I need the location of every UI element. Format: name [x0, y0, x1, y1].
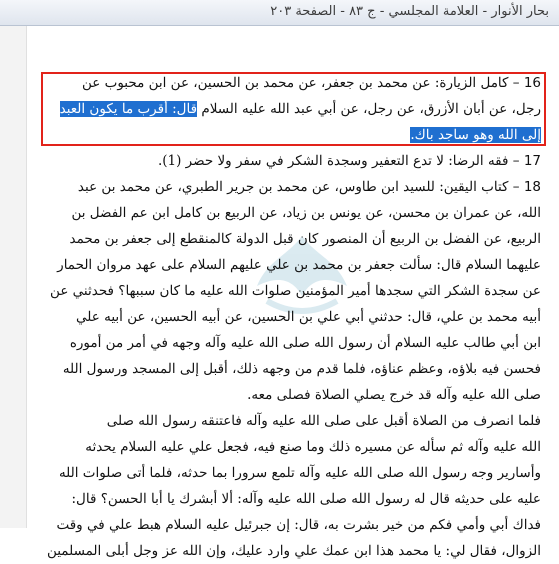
paragraph-number: 17	[523, 153, 541, 169]
header-bar	[0, 0, 559, 26]
paragraph-line: أبيه محمد بن علي، قال: حدثني أبي علي بن الحسين، عن أبيه الحسين، عن أبيه علي	[76, 309, 541, 325]
selected-text[interactable]: إلى الله وهو ساجد باك.	[410, 127, 541, 143]
paragraph-line: – فقه الرضا: لا تدع التعفير وسجدة الشكر في سفر ولا حضر (1).	[157, 153, 520, 169]
paragraph-line: عليه على حديثه قال له رسول الله صلى الله عليه وآله: ألا أبشرك يا أبا الحسن؟ قال:	[71, 491, 541, 507]
paragraph-line: الله، عن عمران بن محسن، عن يونس بن زياد، عن الربيع بن كامل ابن عم الفضل بن	[71, 205, 541, 221]
paragraph-line: فداك أبي وأمي فكم من خير بشرت به، قال: إن جبرئيل عليه السلام هبط علي في وقت	[56, 517, 541, 533]
paragraph-16	[41, 70, 541, 148]
book-title: بحار الأنوار - العلامة المجلسي - ج ٨٣ - الصفحة ٢٠٣	[270, 4, 549, 19]
paragraph-number: 18	[523, 179, 541, 195]
paragraph-number: 16	[523, 75, 541, 91]
selected-text[interactable]: قال: أقرب ما يكون العبد	[59, 101, 198, 117]
paragraph-line: وأسارير وجه رسول الله صلى الله عليه وآله تلمع سرورا بما حدثه، فلما أتى صلوات الله	[58, 465, 541, 481]
paragraph-line: عن سجدة الشكر التي سجدها أمير المؤمنين صلوات الله عليه ما كان سببها؟ فحدثني عن	[50, 283, 541, 299]
paragraph-line: الربيع، عن الفضل بن الربيع أن المنصور كان قبل الدولة كالمنقطع إلى جعفر بن محمد	[69, 231, 541, 247]
left-gutter	[0, 26, 27, 528]
paragraph-18	[41, 174, 541, 564]
paragraph-line: الزوال، فقال لي: يا محمد هذا ابن عمك علي وارد عليك، وإن الله عز وجل أبلى المسلمين	[46, 543, 541, 559]
document-text	[41, 70, 541, 564]
paragraph-line: – كامل الزيارة: عن محمد بن جعفر، عن محمد بن الحسين، عن ابن محبوب عن	[81, 75, 520, 91]
paragraph-line: فحسن فيه بلاؤه، وعظم عناؤه، فلما قدم من وجهه ذلك، أقبل إلى المسجد ورسول الله	[62, 361, 541, 377]
paragraph-17	[41, 148, 541, 174]
paragraph-line: ابن أبي طالب عليه السلام أن رسول الله صلى الله عليه وآله وجهه في أمر من أموره	[69, 335, 541, 351]
paragraph-line: صلى الله عليه وآله قد خرج يصلي الصلاة فصلى معه.	[247, 387, 541, 403]
paragraph-line: – كتاب اليقين: للسيد ابن طاوس، عن محمد بن جرير الطبري، عن محمد بن عبد	[77, 179, 520, 195]
paragraph-line: فلما انصرف من الصلاة أقبل على صلى الله عليه وآله فاعتنقه رسول الله صلى	[106, 413, 541, 429]
paragraph-line: رجل، عن أبان الأزرق، عن رجل، عن أبي عبد الله عليه السلام	[201, 101, 541, 117]
paragraph-line: الله عليه وآله ثم سأله عن مسيره ذلك وما صنع فيه، فجعل علي عليه السلام يحدثه	[85, 439, 541, 455]
paragraph-line: عليهما السلام قال: سألت جعفر بن محمد بن علي عليهم السلام على عهد مروان الحمار	[57, 257, 541, 273]
document-page[interactable]	[27, 26, 559, 559]
